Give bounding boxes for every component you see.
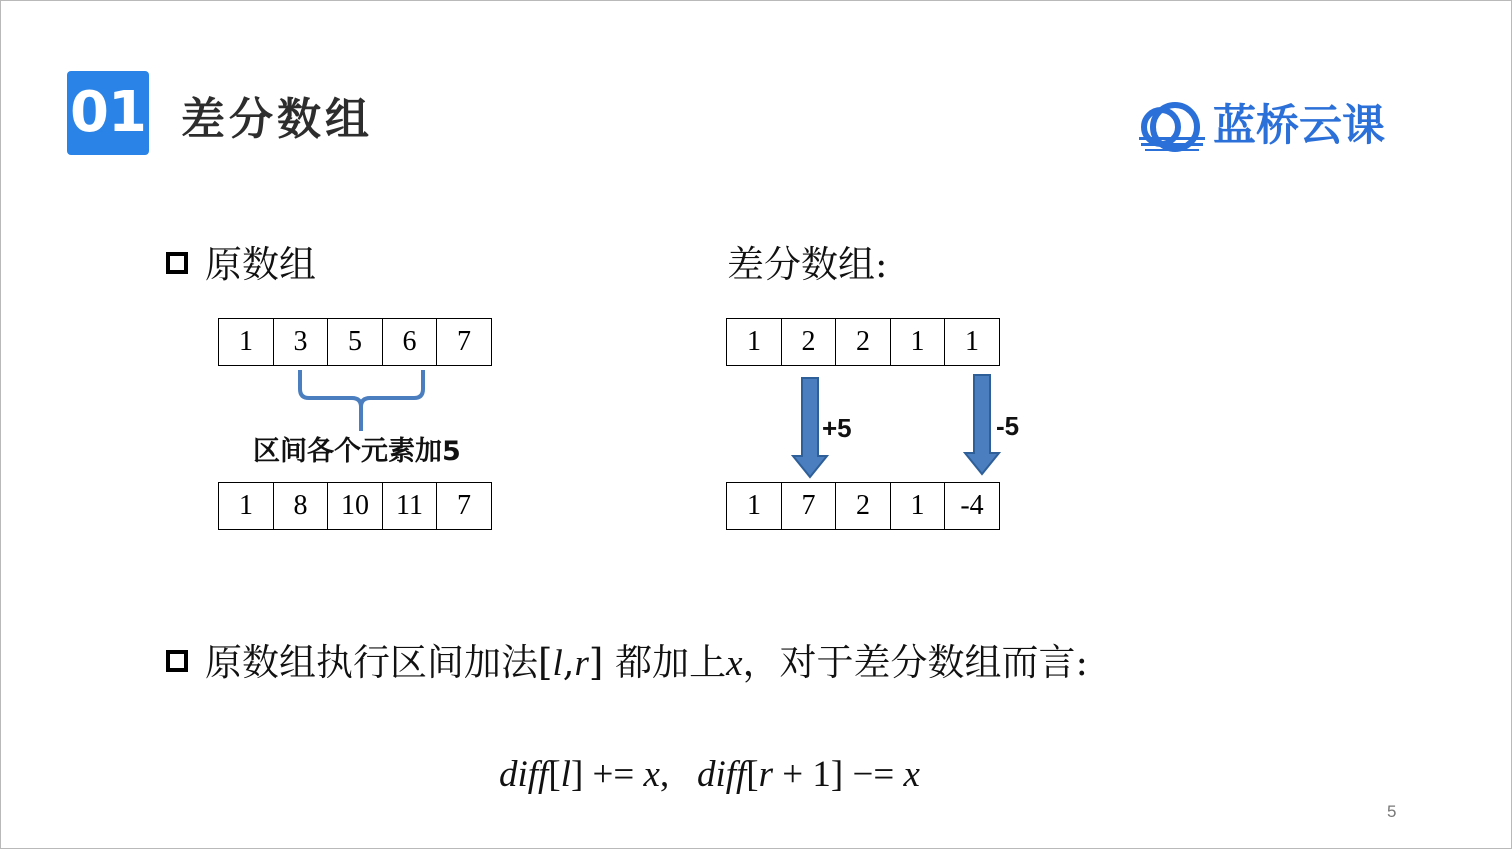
diff-update-formula: diff[l] += x, diff[r + 1] −= x bbox=[499, 754, 920, 795]
section-number-badge: 01 bbox=[67, 71, 149, 155]
page-number: 5 bbox=[1387, 802, 1397, 821]
logo-text: 蓝桥云课 bbox=[1213, 101, 1385, 151]
array-cell: 1 bbox=[218, 318, 274, 366]
range-add-statement bbox=[205, 641, 1088, 686]
original-array-heading: 原数组 bbox=[205, 243, 316, 286]
array-cell: -4 bbox=[944, 482, 1000, 530]
formula-x-2: x bbox=[903, 754, 920, 795]
array-cell: 11 bbox=[382, 482, 438, 530]
array-cell: 7 bbox=[436, 318, 492, 366]
statement-bracket-close: ] bbox=[588, 641, 604, 684]
formula-idx-r: r bbox=[758, 754, 774, 795]
range-brace-icon bbox=[300, 370, 423, 431]
formula-plus-one: + 1 bbox=[773, 754, 831, 795]
range-add-note: 区间各个元素加5 bbox=[253, 436, 461, 467]
array-cell: 2 bbox=[835, 318, 891, 366]
array-cell: 3 bbox=[273, 318, 329, 366]
bullet-square-icon bbox=[166, 650, 188, 672]
array-cell: 1 bbox=[726, 318, 782, 366]
formula-op-plus: += bbox=[583, 754, 644, 795]
array-cell: 6 bbox=[382, 318, 438, 366]
array-cell: 8 bbox=[273, 482, 329, 530]
array-cell: 10 bbox=[327, 482, 383, 530]
statement-x: x bbox=[726, 643, 743, 684]
formula-fn-1: diff bbox=[499, 754, 549, 795]
delta-plus-label: +5 bbox=[822, 413, 852, 443]
array-cell: 2 bbox=[835, 482, 891, 530]
down-arrow-icon bbox=[965, 375, 999, 474]
diagram-overlay bbox=[1, 1, 1511, 848]
statement-prefix: 原数组执行区间加法 bbox=[205, 641, 538, 684]
slide-title: 差分数组 bbox=[181, 94, 373, 145]
array-cell: 7 bbox=[781, 482, 837, 530]
array-cell: 5 bbox=[327, 318, 383, 366]
formula-x-1: x bbox=[643, 754, 660, 795]
statement-suffix: ，对于差分数组而言: bbox=[742, 641, 1088, 684]
array-cell: 1 bbox=[218, 482, 274, 530]
statement-r: r bbox=[574, 643, 589, 684]
diff-array-heading: 差分数组: bbox=[727, 243, 888, 286]
statement-l: l bbox=[552, 643, 563, 684]
formula-idx-l: l bbox=[560, 754, 571, 795]
array-cell: 7 bbox=[436, 482, 492, 530]
array-cell: 1 bbox=[944, 318, 1000, 366]
statement-mid: 都加上 bbox=[603, 641, 727, 684]
formula-fn-2: diff bbox=[696, 754, 747, 795]
array-cell: 1 bbox=[890, 482, 946, 530]
array-cell: 1 bbox=[726, 482, 782, 530]
formula-op-minus: −= bbox=[843, 754, 904, 795]
down-arrow-icon bbox=[793, 378, 827, 477]
statement-bracket-open: [ bbox=[538, 641, 553, 684]
statement-comma: , bbox=[562, 641, 575, 684]
formula-sep: , bbox=[659, 754, 697, 795]
array-cell: 1 bbox=[890, 318, 946, 366]
delta-minus-label: -5 bbox=[996, 411, 1020, 441]
array-cell: 2 bbox=[781, 318, 837, 366]
